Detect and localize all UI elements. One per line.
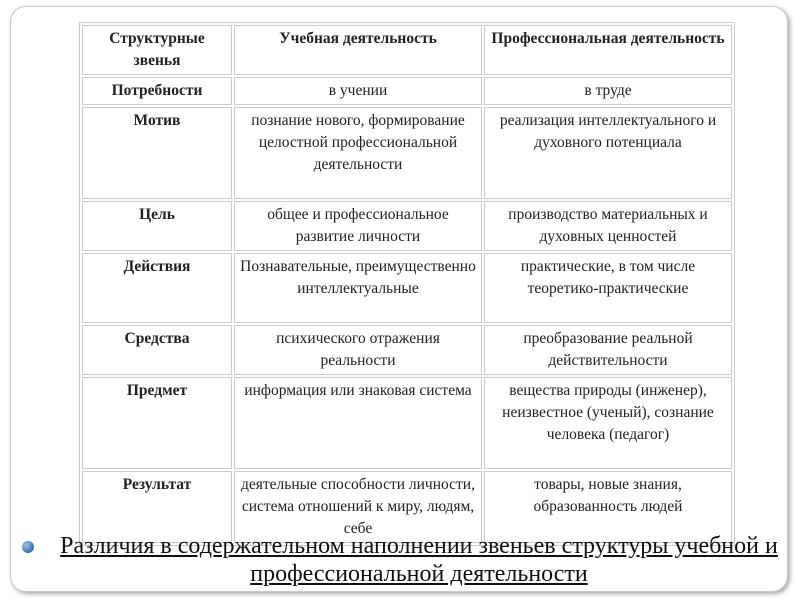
cell-professional: товары, новые знания, образованность людей	[484, 471, 732, 543]
cell-professional: вещества природы (инженер), неизвестное (ученый), сознание человека (педагог)	[484, 377, 732, 469]
table-row	[82, 107, 732, 199]
table-row	[82, 325, 732, 375]
caption-text: Различия в содержательном наполнении звеньев структуры учебной и профессиональной деятельности	[60, 533, 778, 587]
header-cell-professional-activity: Профессиональная деятельность	[484, 25, 732, 75]
comparison-table	[79, 22, 735, 546]
cell-professional: практические, в том числе теоретико-практические	[484, 253, 732, 323]
row-label-means: Средства	[82, 325, 232, 375]
cell-study: психического отражения реальности	[234, 325, 482, 375]
row-label-needs: Потребности	[82, 77, 232, 105]
table-row	[82, 253, 732, 323]
cell-professional: преобразование реальной действительности	[484, 325, 732, 375]
header-cell-study-activity: Учебная деятельность	[234, 25, 482, 75]
row-label-result: Результат	[82, 471, 232, 543]
header-cell-structural-links: Структурные звенья	[82, 25, 232, 75]
row-label-goal: Цель	[82, 201, 232, 251]
row-label-motive: Мотив	[82, 107, 232, 199]
row-label-subject: Предмет	[82, 377, 232, 469]
cell-professional: производство материальных и духовных ценностей	[484, 201, 732, 251]
cell-study: в учении	[234, 77, 482, 105]
cell-study: познание нового, формирование целостной профессиональной деятельности	[234, 107, 482, 199]
table-row	[82, 377, 732, 469]
table-row	[82, 77, 732, 105]
row-label-actions: Действия	[82, 253, 232, 323]
cell-professional: реализация интеллектуального и духовного потенциала	[484, 107, 732, 199]
bullet-icon	[22, 541, 34, 553]
cell-study: деятельные способности личности, система отношений к миру, людям, себе	[234, 471, 482, 543]
cell-professional: в труде	[484, 77, 732, 105]
cell-study: общее и профессиональное развитие личности	[234, 201, 482, 251]
table-row	[82, 201, 732, 251]
cell-study: Познавательные, преимущественно интеллектуальные	[234, 253, 482, 323]
cell-study: информация или знаковая система	[234, 377, 482, 469]
slide-frame	[10, 6, 788, 592]
table-header-row	[82, 25, 732, 75]
